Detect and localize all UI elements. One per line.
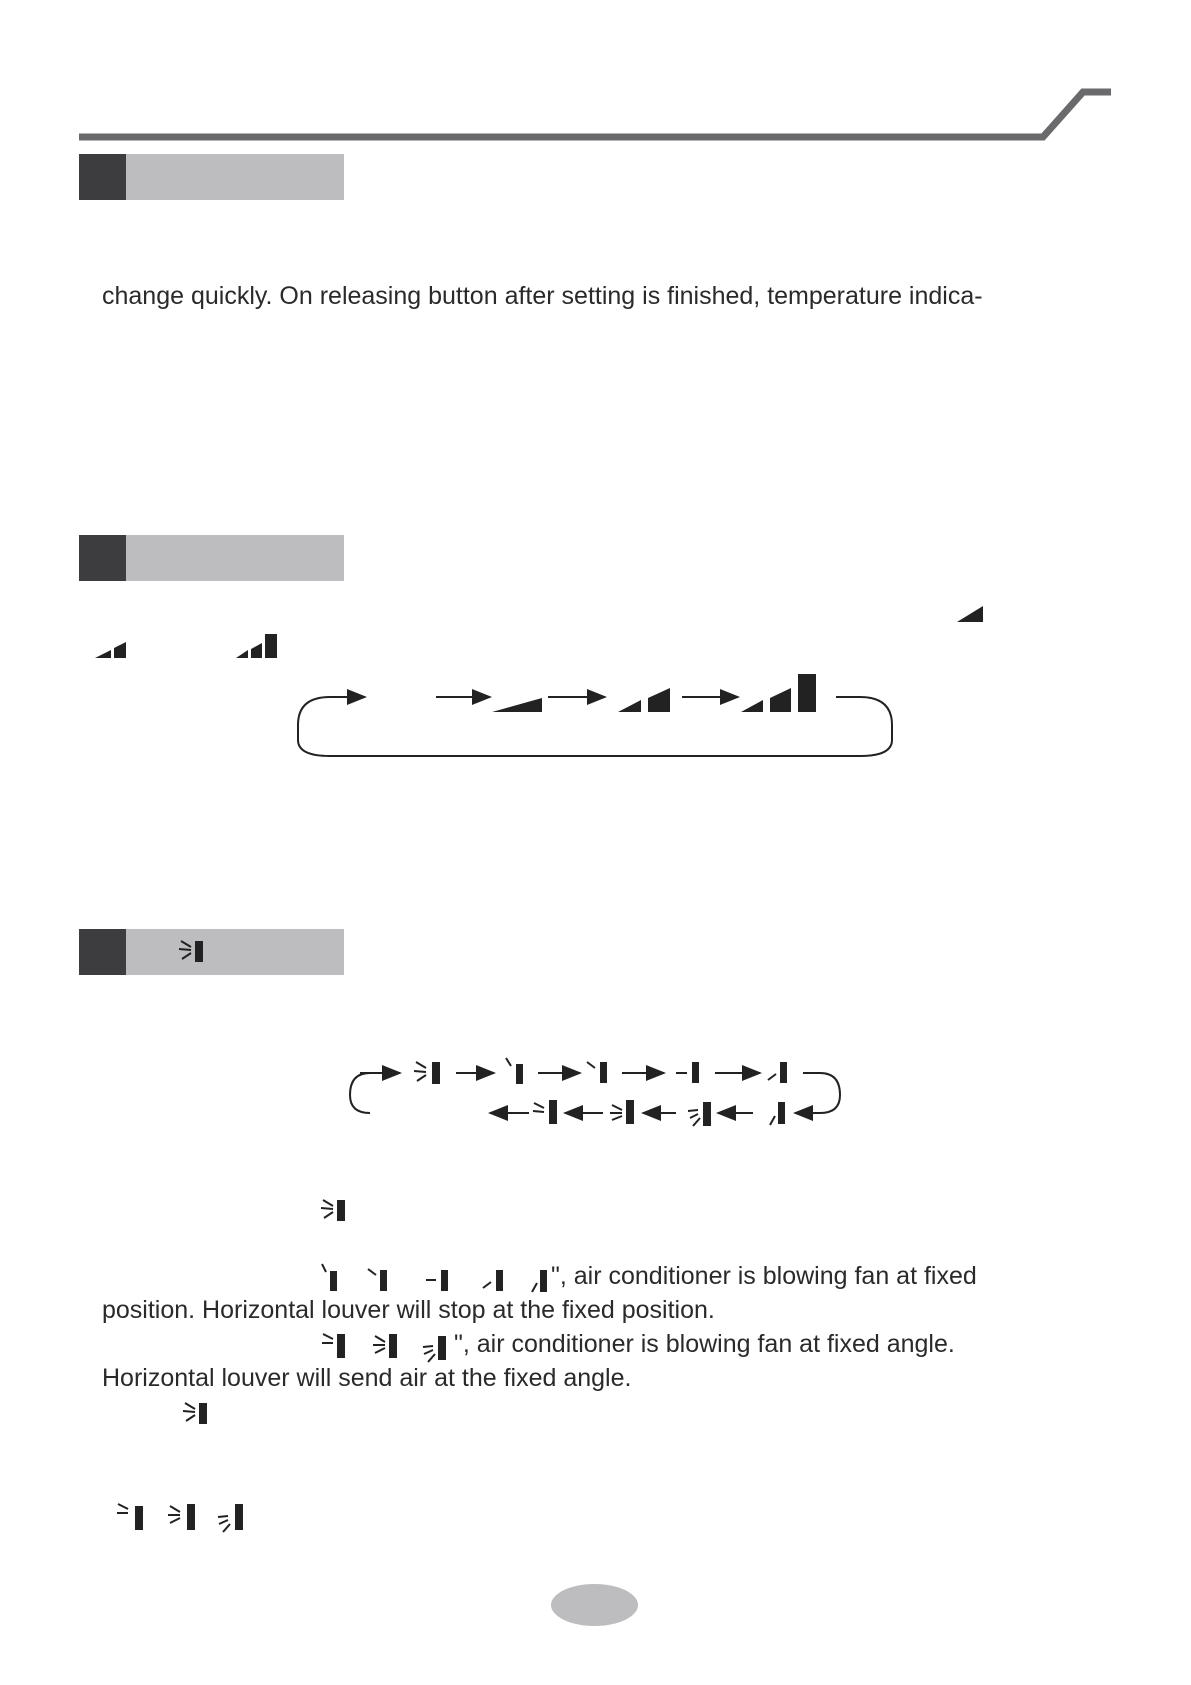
paragraph-line: change quickly. On releasing button after setting is finished, temperature indica- xyxy=(102,282,983,310)
fan-speed-mid-icon xyxy=(618,700,641,712)
swing-louver-icon xyxy=(414,1062,440,1084)
paragraph-line: ", air conditioner is blowing fan at fixed angle. xyxy=(454,1330,955,1358)
fan-speed-low-icon xyxy=(955,604,985,624)
swing-louver-icon xyxy=(178,937,208,967)
section-header-marker xyxy=(79,154,126,200)
louver-position-3-icon xyxy=(676,1062,699,1083)
swing-louver-icon xyxy=(182,1399,212,1429)
louver-fixed-position-icons xyxy=(318,1262,558,1294)
swing-range-2-icon xyxy=(610,1100,634,1124)
section-header-label-bar xyxy=(126,535,344,581)
paragraph-line: position. Horizontal louver will stop at the fixed position. xyxy=(102,1296,715,1324)
louver-position-1-icon xyxy=(506,1058,523,1084)
swing-cycle-diagram xyxy=(0,1050,1191,1170)
louver-position-4-icon xyxy=(768,1062,787,1083)
fan-speed-low-icon xyxy=(492,698,542,712)
swing-range-icons xyxy=(115,1500,255,1534)
swing-range-icons xyxy=(320,1330,460,1364)
swing-range-3-icon xyxy=(688,1102,711,1126)
section-header-swing xyxy=(79,929,344,975)
fan-speed-cycle-diagram xyxy=(0,660,1191,780)
swing-range-1-icon xyxy=(533,1100,557,1124)
section-header-label-bar xyxy=(126,929,344,975)
header-rule xyxy=(0,0,1191,150)
fan-speed-mid-icon xyxy=(93,638,133,660)
paragraph-line: ", air conditioner is blowing fan at fixed xyxy=(551,1262,977,1290)
louver-position-5-icon xyxy=(770,1102,785,1125)
section-header-temperature xyxy=(79,154,344,200)
paragraph-line: Horizontal louver will send air at the fixed angle. xyxy=(102,1364,632,1392)
fan-speed-high-icon xyxy=(741,700,763,712)
page-number-badge xyxy=(551,1584,638,1626)
section-header-fan-speed xyxy=(79,535,344,581)
section-header-label-bar xyxy=(126,154,344,200)
section-header-marker xyxy=(79,535,126,581)
fan-speed-high-icon xyxy=(234,632,286,662)
swing-louver-icon xyxy=(320,1196,350,1226)
section-header-marker xyxy=(79,929,126,975)
louver-position-2-icon xyxy=(587,1062,607,1083)
